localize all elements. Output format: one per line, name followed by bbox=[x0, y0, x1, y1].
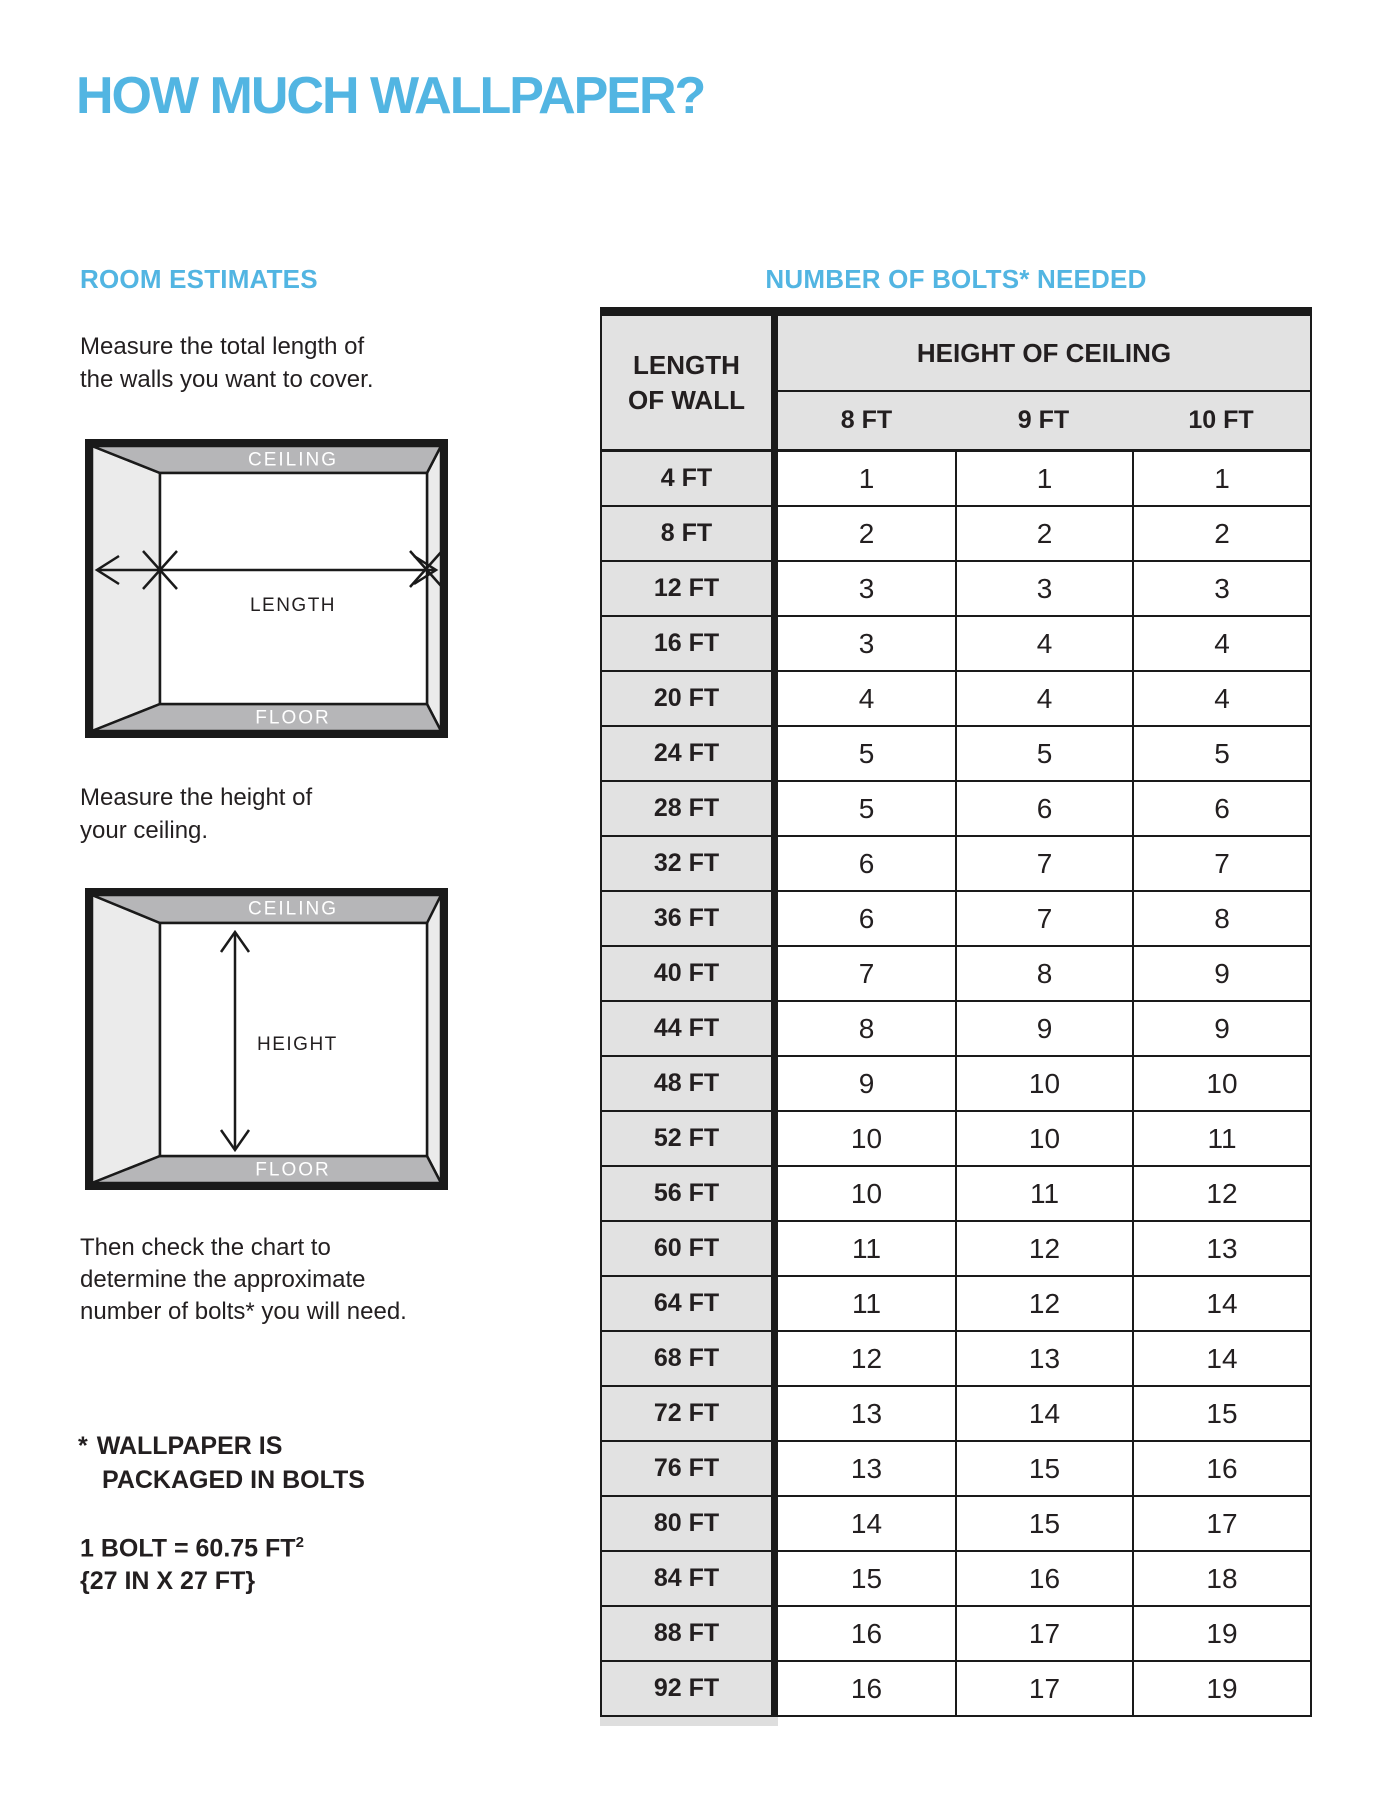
value-cell-8ft: 2 bbox=[778, 507, 955, 562]
value-cell-8ft: 5 bbox=[778, 782, 955, 837]
value-cell-8ft: 12 bbox=[778, 1332, 955, 1387]
value-cell-10ft: 10 bbox=[1132, 1057, 1310, 1112]
value-cell-10ft: 11 bbox=[1132, 1112, 1310, 1167]
value-cell-10ft: 9 bbox=[1132, 1002, 1310, 1057]
table-title: NUMBER OF BOLTS* NEEDED bbox=[765, 264, 1147, 294]
value-cell-8ft: 13 bbox=[778, 1442, 955, 1497]
row-label-cell: 68 FT bbox=[600, 1332, 778, 1387]
value-cell-9ft: 3 bbox=[955, 562, 1132, 617]
diagram-room-length bbox=[85, 439, 448, 738]
row-label-cell: 56 FT bbox=[600, 1167, 778, 1222]
bolt-equation bbox=[80, 1526, 304, 1565]
row-label-cell: 24 FT bbox=[600, 727, 778, 782]
value-cell-10ft: 1 bbox=[1132, 452, 1310, 507]
paragraph-measure-height bbox=[80, 781, 312, 847]
value-cell-9ft: 9 bbox=[955, 1002, 1132, 1057]
col-header-8ft: 8 FT bbox=[778, 392, 955, 452]
value-cell-10ft: 15 bbox=[1132, 1387, 1310, 1442]
value-cell-10ft: 5 bbox=[1132, 727, 1310, 782]
value-cell-9ft: 15 bbox=[955, 1497, 1132, 1552]
floor-label: FLOOR bbox=[255, 1159, 331, 1181]
value-cell-9ft: 6 bbox=[955, 782, 1132, 837]
value-cell-10ft: 6 bbox=[1132, 782, 1310, 837]
value-cell-8ft: 6 bbox=[778, 837, 955, 892]
row-label-cell: 8 FT bbox=[600, 507, 778, 562]
value-cell-9ft: 4 bbox=[955, 617, 1132, 672]
value-cell-9ft: 4 bbox=[955, 672, 1132, 727]
right-wall bbox=[427, 895, 441, 1183]
value-cell-9ft: 12 bbox=[955, 1277, 1132, 1332]
row-label-cell: 72 FT bbox=[600, 1387, 778, 1442]
value-cell-9ft: 10 bbox=[955, 1112, 1132, 1167]
value-cell-9ft: 8 bbox=[955, 947, 1132, 1002]
value-cell-8ft: 7 bbox=[778, 947, 955, 1002]
value-cell-10ft: 2 bbox=[1132, 507, 1310, 562]
value-cell-10ft: 16 bbox=[1132, 1442, 1310, 1497]
wallpaper-note-line2: PACKAGED IN BOLTS bbox=[102, 1466, 365, 1494]
bolt-equation-text: 1 BOLT = 60.75 FT bbox=[80, 1534, 296, 1563]
bolts-table bbox=[600, 307, 1312, 1717]
value-cell-8ft: 10 bbox=[778, 1167, 955, 1222]
para-line: the walls you want to cover. bbox=[80, 366, 374, 393]
row-label-cell: 12 FT bbox=[600, 562, 778, 617]
squared-superscript: 2 bbox=[295, 1534, 304, 1551]
bolt-dimensions: {27 IN X 27 FT} bbox=[80, 1567, 256, 1596]
col-header-10ft: 10 FT bbox=[1132, 392, 1310, 452]
table-stub bbox=[600, 1717, 778, 1726]
value-cell-9ft: 2 bbox=[955, 507, 1132, 562]
page-title: HOW MUCH WALLPAPER? bbox=[76, 67, 705, 125]
row-label-cell: 64 FT bbox=[600, 1277, 778, 1332]
value-cell-8ft: 1 bbox=[778, 452, 955, 507]
row-label-cell: 44 FT bbox=[600, 1002, 778, 1057]
value-cell-9ft: 15 bbox=[955, 1442, 1132, 1497]
value-cell-8ft: 10 bbox=[778, 1112, 955, 1167]
para-line: Measure the total length of bbox=[80, 333, 365, 360]
floor-label: FLOOR bbox=[255, 707, 331, 729]
value-cell-8ft: 14 bbox=[778, 1497, 955, 1552]
wallpaper-note bbox=[78, 1429, 365, 1497]
value-cell-9ft: 7 bbox=[955, 837, 1132, 892]
row-label-cell: 36 FT bbox=[600, 892, 778, 947]
value-cell-10ft: 19 bbox=[1132, 1662, 1310, 1717]
left-wall bbox=[92, 895, 160, 1183]
diagram-room-height bbox=[85, 888, 448, 1190]
para-line: Measure the height of bbox=[80, 784, 313, 811]
table-body bbox=[600, 452, 1310, 1717]
value-cell-9ft: 16 bbox=[955, 1552, 1132, 1607]
row-label-cell: 80 FT bbox=[600, 1497, 778, 1552]
value-cell-9ft: 11 bbox=[955, 1167, 1132, 1222]
value-cell-9ft: 17 bbox=[955, 1607, 1132, 1662]
value-cell-10ft: 14 bbox=[1132, 1332, 1310, 1387]
value-cell-10ft: 19 bbox=[1132, 1607, 1310, 1662]
value-cell-10ft: 18 bbox=[1132, 1552, 1310, 1607]
row-label-cell: 32 FT bbox=[600, 837, 778, 892]
value-cell-9ft: 1 bbox=[955, 452, 1132, 507]
height-of-ceiling-header: HEIGHT OF CEILING bbox=[778, 316, 1310, 392]
length-of-wall-header bbox=[600, 316, 778, 452]
value-cell-8ft: 4 bbox=[778, 672, 955, 727]
value-cell-9ft: 12 bbox=[955, 1222, 1132, 1277]
value-cell-8ft: 16 bbox=[778, 1607, 955, 1662]
para-line: number of bolts* you will need. bbox=[80, 1298, 407, 1325]
height-label: HEIGHT bbox=[257, 1034, 338, 1055]
value-cell-10ft: 12 bbox=[1132, 1167, 1310, 1222]
value-cell-10ft: 8 bbox=[1132, 892, 1310, 947]
para-line: your ceiling. bbox=[80, 817, 209, 844]
row-label-cell: 48 FT bbox=[600, 1057, 778, 1112]
value-cell-8ft: 5 bbox=[778, 727, 955, 782]
value-cell-8ft: 6 bbox=[778, 892, 955, 947]
left-wall bbox=[92, 446, 160, 731]
para-line: determine the approximate bbox=[80, 1266, 366, 1293]
value-cell-9ft: 5 bbox=[955, 727, 1132, 782]
value-cell-9ft: 17 bbox=[955, 1662, 1132, 1717]
section-heading-room-estimates: ROOM ESTIMATES bbox=[80, 264, 318, 294]
row-label-cell: 40 FT bbox=[600, 947, 778, 1002]
header-line: LENGTH bbox=[633, 349, 740, 380]
value-cell-8ft: 3 bbox=[778, 562, 955, 617]
value-cell-9ft: 13 bbox=[955, 1332, 1132, 1387]
value-cell-8ft: 15 bbox=[778, 1552, 955, 1607]
col-header-9ft: 9 FT bbox=[955, 392, 1132, 452]
row-label-cell: 52 FT bbox=[600, 1112, 778, 1167]
paragraph-check-chart bbox=[80, 1232, 407, 1328]
row-label-cell: 84 FT bbox=[600, 1552, 778, 1607]
ceiling-label: CEILING bbox=[247, 449, 339, 471]
asterisk: * bbox=[78, 1432, 88, 1460]
bolt-info bbox=[80, 1526, 304, 1598]
row-label-cell: 4 FT bbox=[600, 452, 778, 507]
row-label-cell: 20 FT bbox=[600, 672, 778, 727]
table-header bbox=[600, 316, 1310, 452]
value-cell-10ft: 17 bbox=[1132, 1497, 1310, 1552]
row-label-cell: 76 FT bbox=[600, 1442, 778, 1497]
value-cell-10ft: 4 bbox=[1132, 617, 1310, 672]
value-cell-8ft: 16 bbox=[778, 1662, 955, 1717]
row-label-cell: 28 FT bbox=[600, 782, 778, 837]
value-cell-10ft: 4 bbox=[1132, 672, 1310, 727]
value-cell-8ft: 13 bbox=[778, 1387, 955, 1442]
value-cell-8ft: 11 bbox=[778, 1222, 955, 1277]
row-label-cell: 16 FT bbox=[600, 617, 778, 672]
value-cell-8ft: 9 bbox=[778, 1057, 955, 1112]
note-text: WALLPAPER IS bbox=[96, 1432, 283, 1460]
row-label-cell: 92 FT bbox=[600, 1662, 778, 1717]
length-label: LENGTH bbox=[249, 595, 337, 616]
wallpaper-note-line1 bbox=[78, 1429, 365, 1463]
back-wall bbox=[160, 473, 427, 704]
value-cell-9ft: 14 bbox=[955, 1387, 1132, 1442]
value-cell-8ft: 11 bbox=[778, 1277, 955, 1332]
right-wall bbox=[427, 446, 441, 731]
para-line: Then check the chart to bbox=[80, 1234, 331, 1261]
value-cell-9ft: 7 bbox=[955, 892, 1132, 947]
row-label-cell: 88 FT bbox=[600, 1607, 778, 1662]
value-cell-8ft: 8 bbox=[778, 1002, 955, 1057]
value-cell-10ft: 14 bbox=[1132, 1277, 1310, 1332]
ceiling-label: CEILING bbox=[247, 898, 339, 920]
paragraph-measure-length bbox=[80, 330, 373, 396]
value-cell-10ft: 13 bbox=[1132, 1222, 1310, 1277]
value-cell-10ft: 3 bbox=[1132, 562, 1310, 617]
value-cell-10ft: 9 bbox=[1132, 947, 1310, 1002]
value-cell-9ft: 10 bbox=[955, 1057, 1132, 1112]
value-cell-8ft: 3 bbox=[778, 617, 955, 672]
header-line: OF WALL bbox=[628, 384, 745, 415]
row-label-cell: 60 FT bbox=[600, 1222, 778, 1277]
value-cell-10ft: 7 bbox=[1132, 837, 1310, 892]
